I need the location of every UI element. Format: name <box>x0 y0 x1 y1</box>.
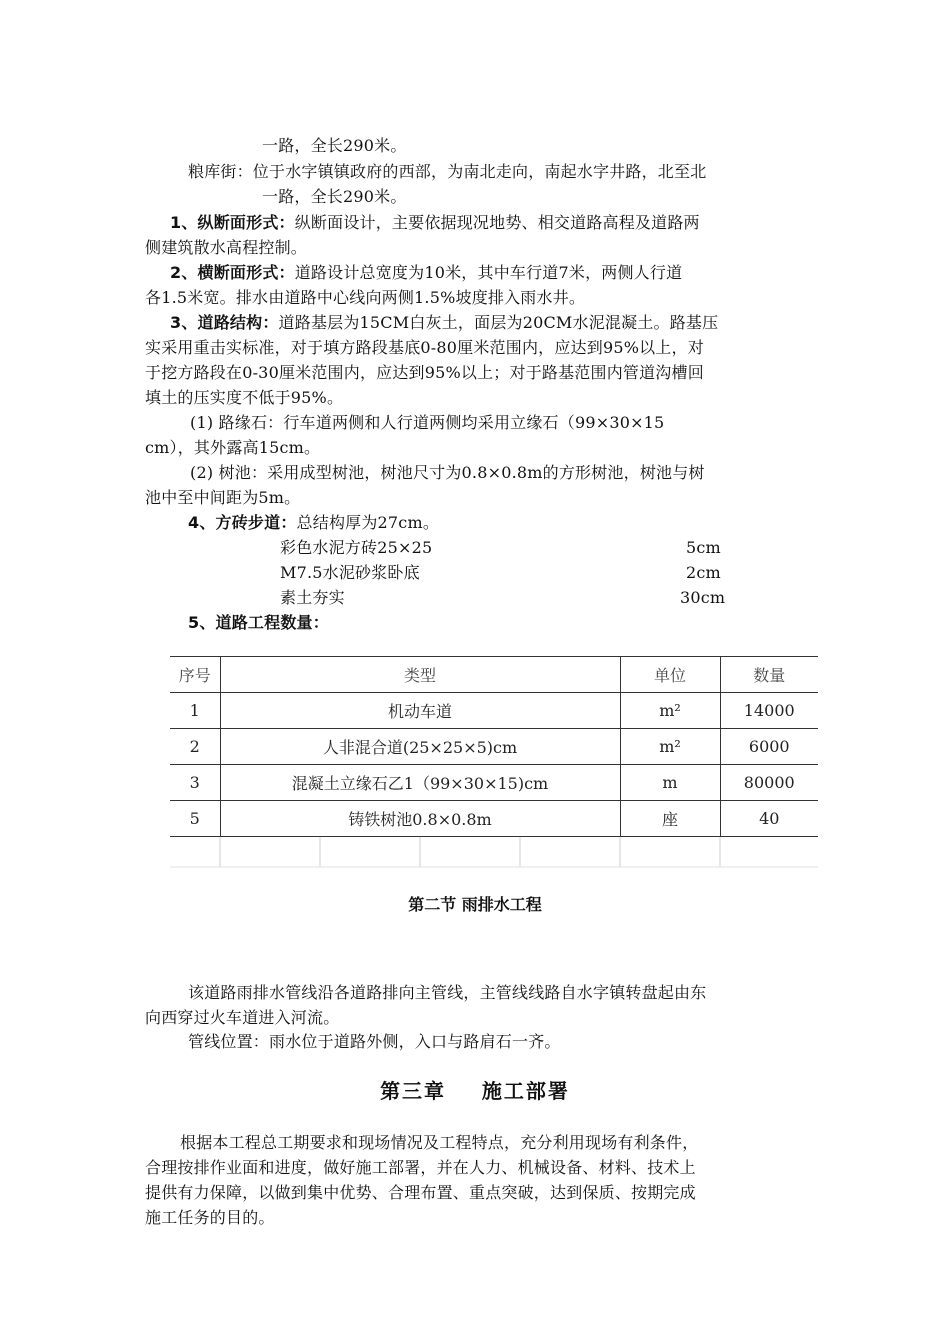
text: 一路，全长290米。 <box>262 136 407 155</box>
text: 粮库街：位于水字镇镇政府的西部，为南北走向，南起水字井路，北至北 <box>188 162 707 181</box>
column-header-type: 类型 <box>220 657 620 693</box>
layer-thickness <box>680 586 725 610</box>
paragraph-label: 4、方砖步道： <box>188 513 297 532</box>
text: (2) 树池：采用成型树池，树池尺寸为0.8×0.8m的方形树池，树池与树 <box>190 463 705 482</box>
paragraph-quantities <box>188 611 329 635</box>
layer-name: 素土夯实 <box>280 588 345 607</box>
text-line <box>145 236 307 260</box>
cell-quantity: 40 <box>720 801 818 837</box>
text: 施工任务的目的。 <box>145 1208 275 1227</box>
cell-index: 1 <box>170 693 220 729</box>
layer-name: 彩色水泥方砖25×25 <box>280 538 433 557</box>
quantity-table <box>170 656 818 868</box>
paragraph-label: 2、横断面形式： <box>170 263 295 282</box>
text: 各1.5米宽。排水由道路中心线向两侧1.5%坡度排入雨水井。 <box>145 288 586 307</box>
text-line <box>145 1181 696 1205</box>
text: 道路设计总宽度为10米，其中车行道7米，两侧人行道 <box>294 263 683 282</box>
cell-type: 机动车道 <box>220 693 620 729</box>
text: 实采用重击实标准，对于填方路段基底0-80厘米范围内，应达到95%以上，对 <box>145 338 704 357</box>
layer-row <box>280 586 345 610</box>
layer-row <box>280 536 432 560</box>
text: 根据本工程总工期要求和现场情况及工程特点，充分利用现场有利条件， <box>180 1133 699 1152</box>
text: 管线位置：雨水位于道路外侧，入口与路肩石一齐。 <box>188 1032 561 1051</box>
cell-type: 混凝土立缘石乙1（99×30×15)cm <box>220 765 620 801</box>
text-line <box>145 336 704 360</box>
column-header-quantity: 数量 <box>720 657 818 693</box>
text: 填土的压实度不低于95%。 <box>145 388 344 407</box>
text-line <box>145 486 300 510</box>
cell-unit: m² <box>620 693 720 729</box>
text: cm），其外露高15cm。 <box>145 438 321 457</box>
cell-unit: m² <box>620 729 720 765</box>
table-blank-row-gridlines <box>170 837 818 869</box>
text: 30cm <box>680 588 726 607</box>
paragraph-label: 5、道路工程数量： <box>188 613 329 632</box>
paragraph-longitudinal-section <box>170 211 700 235</box>
paragraph-brick-walkway <box>188 511 439 535</box>
text-line <box>145 286 585 310</box>
text-line <box>262 185 407 209</box>
text: 于挖方路段在0-30厘米范围内，应达到95%以上；对于路基范围内管道沟槽回 <box>145 363 704 382</box>
text-line <box>188 981 706 1005</box>
layer-row <box>280 561 420 585</box>
cell-index: 2 <box>170 729 220 765</box>
text-line <box>262 134 407 158</box>
table-row <box>170 801 818 837</box>
text: 2cm <box>686 563 721 582</box>
text-line <box>145 361 704 385</box>
text: 一路，全长290米。 <box>262 187 407 206</box>
layer-thickness <box>686 536 721 560</box>
paragraph-cross-section <box>170 261 682 285</box>
text-line <box>190 461 705 485</box>
text-line <box>145 1156 696 1180</box>
column-header-index: 序号 <box>170 657 220 693</box>
text: 侧建筑散水高程控制。 <box>145 238 308 257</box>
text: 该道路雨排水管线沿各道路排向主管线，主管线线路自水字镇转盘起由东 <box>188 983 707 1002</box>
chapter-title: 第三章 施工部署 <box>380 1079 570 1103</box>
cell-quantity: 80000 <box>720 765 818 801</box>
text-line <box>188 160 706 184</box>
text-line <box>180 1131 698 1155</box>
text: 提供有力保障，以做到集中优势、合理布置、重点突破，达到保质、按期完成 <box>145 1183 696 1202</box>
text-line <box>145 436 320 460</box>
cell-type: 铸铁树池0.8×0.8m <box>220 801 620 837</box>
cell-unit: m <box>620 765 720 801</box>
text: 道路基层为15CM白灰土，面层为20CM水泥混凝土。路基压 <box>278 313 719 332</box>
paragraph-road-structure <box>170 311 718 335</box>
table-row <box>170 765 818 801</box>
layer-thickness <box>686 561 721 585</box>
paragraph-label: 1、纵断面形式： <box>170 213 295 232</box>
table-row <box>170 693 818 729</box>
section-title: 第二节 雨排水工程 <box>408 895 542 914</box>
text-line <box>145 386 343 410</box>
table-row <box>170 729 818 765</box>
layer-name: M7.5水泥砂浆卧底 <box>280 563 420 582</box>
cell-unit: 座 <box>620 801 720 837</box>
text: 总结构厚为27cm。 <box>296 513 440 532</box>
cell-quantity: 14000 <box>720 693 818 729</box>
text: 合理按排作业面和进度，做好施工部署，并在人力、机械设备、材料、技术上 <box>145 1158 696 1177</box>
paragraph-label: 3、道路结构： <box>170 313 279 332</box>
cell-type: 人非混合道(25×25×5)cm <box>220 729 620 765</box>
column-header-unit: 单位 <box>620 657 720 693</box>
text: 向西穿过火车道进入河流。 <box>145 1008 340 1027</box>
text-line <box>190 411 664 435</box>
cell-index: 3 <box>170 765 220 801</box>
text-line <box>145 1206 275 1230</box>
text: 池中至中间距为5m。 <box>145 488 301 507</box>
cell-index: 5 <box>170 801 220 837</box>
text-line <box>145 1006 339 1030</box>
table-header-row <box>170 657 818 693</box>
text: 5cm <box>686 538 721 557</box>
text: 纵断面设计，主要依据现况地势、相交道路高程及道路两 <box>294 213 700 232</box>
cell-quantity: 6000 <box>720 729 818 765</box>
text: (1) 路缘石：行车道两侧和人行道两侧均采用立缘石（99×30×15 <box>190 413 665 432</box>
text-line <box>188 1030 561 1054</box>
